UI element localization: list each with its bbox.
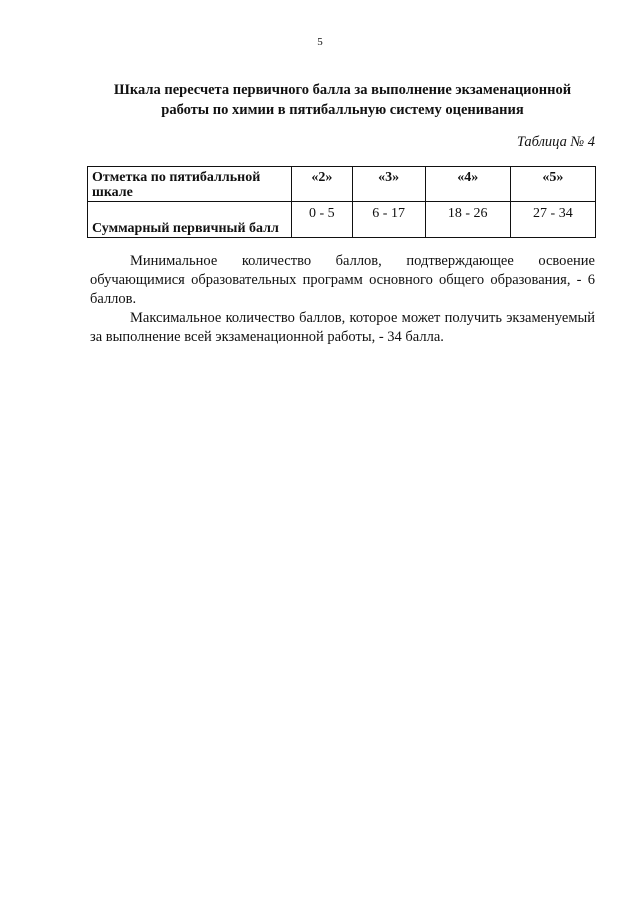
- table-caption: Таблица № 4: [516, 134, 595, 150]
- page-number: 5: [317, 36, 323, 48]
- score-cell: 27 - 34: [510, 202, 595, 238]
- score-cell: 6 - 17: [352, 202, 425, 238]
- grade-conversion-table: [87, 166, 596, 238]
- table-row-scores: [88, 202, 596, 238]
- table-row-grades: [88, 167, 596, 202]
- paragraph-maximum-score: Максимальное количество баллов, которое может получить экзаменуемый за выполнение всей экзаменационной работы, - 34 балла.: [90, 310, 595, 345]
- score-cell: 18 - 26: [425, 202, 510, 238]
- row-header-grade: Отметка по пятибалльной шкале: [88, 167, 292, 202]
- score-cell: 0 - 5: [292, 202, 353, 238]
- paragraph-minimum-score: Минимальное количество баллов, подтверждающее освоение обучающимися образовательных программ основного общего образования, - 6 баллов.: [90, 253, 595, 307]
- title-line-2: работы по химии в пятибалльную систему оценивания: [161, 102, 524, 118]
- grade-cell: «4»: [425, 167, 510, 202]
- row-header-score: Суммарный первичный балл: [88, 202, 292, 238]
- grade-cell: «3»: [352, 167, 425, 202]
- document-title: [90, 80, 595, 120]
- title-line-1: Шкала пересчета первичного балла за выполнение экзаменационной: [113, 82, 572, 98]
- grade-cell: «5»: [510, 167, 595, 202]
- grade-cell: «2»: [292, 167, 353, 202]
